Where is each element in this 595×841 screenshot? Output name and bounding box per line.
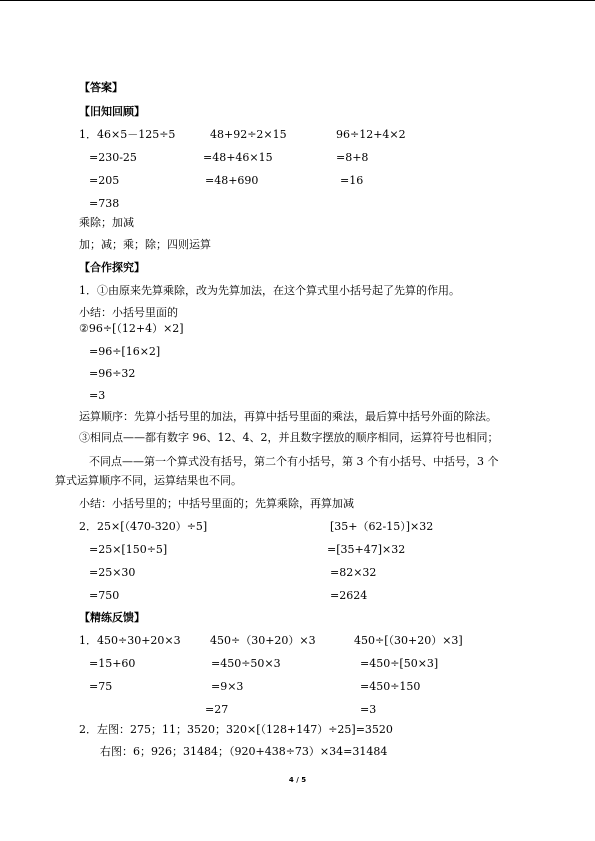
explore-step-1: =96÷[16×2]	[89, 345, 161, 358]
explore-problem-2b: [35+（62-15）]×32	[330, 520, 434, 533]
practice-step-2a: =75	[89, 680, 113, 693]
explore-problem-step-2b: =82×32	[330, 566, 377, 579]
practice-step-1a: =15+60	[89, 657, 136, 670]
explore-problem-step-2a: =25×30	[89, 566, 136, 579]
page-number: 4 / 5	[288, 776, 307, 784]
review-note-2: 加；减；乘；除；四则运算	[79, 238, 211, 251]
explore-summary-2: 小结：小括号里的；中括号里面的；先算乘除，再算加减	[79, 497, 354, 510]
practice-expression-3: 450÷[（30+20）×3]	[354, 634, 463, 647]
explore-problem-step-1b: =[35+47]×32	[327, 543, 406, 556]
review-step-2a: =205	[89, 174, 120, 187]
explore-problem-2a: 2．25×[（470-320）÷5]	[79, 520, 208, 533]
section-heading-practice: 【精练反馈】	[79, 611, 145, 624]
explore-order: 运算顺序：先算小括号里的加法，再算中括号里面的乘法，最后算中括号外面的除法。	[79, 410, 497, 423]
review-note-1: 乘除；加减	[79, 216, 134, 229]
review-step-1c: =8+8	[336, 151, 369, 164]
review-expression-1: 1．46×5－125÷5	[79, 128, 176, 141]
practice-problem-2-left: 2．左图：275；11；3520；320×[（128+147）÷25]=3520	[79, 723, 393, 736]
review-expression-2: 48+92÷2×15	[210, 128, 287, 141]
section-heading-review: 【旧知回顾】	[79, 105, 145, 118]
practice-step-1b: =450÷50×3	[211, 657, 281, 670]
practice-step-3c: =3	[360, 703, 377, 716]
practice-problem-2-right: 右图：6；926；31484；（920+438÷73）×34=31484	[100, 745, 388, 758]
explore-summary-1: 小结：小括号里面的	[79, 306, 178, 319]
practice-expression-2: 450÷（30+20）×3	[210, 634, 316, 647]
section-heading-explore: 【合作探究】	[79, 261, 145, 274]
review-step-2b: =48+690	[205, 174, 259, 187]
practice-step-2c: =450÷150	[360, 680, 421, 693]
practice-step-1c: =450÷[50×3]	[360, 657, 439, 670]
explore-step-2: =96÷32	[89, 367, 136, 380]
review-step-1a: =230-25	[89, 151, 137, 164]
explore-problem-step-3b: =2624	[330, 589, 368, 602]
top-border-line	[0, 0, 595, 1]
explore-difference-2: 算式运算顺序不同，运算结果也不同。	[55, 474, 242, 487]
explore-difference-1: 不同点——第一个算式没有括号，第二个有小括号，第 3 个有小括号、中括号，3 个	[89, 455, 499, 468]
explore-problem-step-1a: =25×[150÷5]	[89, 543, 168, 556]
section-heading-answer: 【答案】	[79, 81, 123, 94]
review-step-3b: =738	[89, 197, 120, 210]
explore-line-1: 1．①由原来先算乘除，改为先算加法，在这个算式里小括号起了先算的作用。	[79, 284, 460, 297]
explore-similarity: ③相同点——都有数字 96、12、4、2，并且数字摆放的顺序相同，运算符号也相同；	[79, 431, 499, 444]
review-step-1b: =48+46×15	[203, 151, 273, 164]
explore-problem-step-3a: =750	[89, 589, 120, 602]
practice-expression-1: 1．450÷30+20×3	[79, 634, 181, 647]
explore-expression-2: ②96÷[（12+4）×2]	[79, 322, 184, 335]
explore-step-3: =3	[89, 389, 106, 402]
practice-step-2b: =9×3	[211, 680, 244, 693]
review-expression-3: 96÷12+4×2	[336, 128, 406, 141]
review-step-2c: =16	[340, 174, 364, 187]
practice-step-3b: =27	[205, 703, 229, 716]
